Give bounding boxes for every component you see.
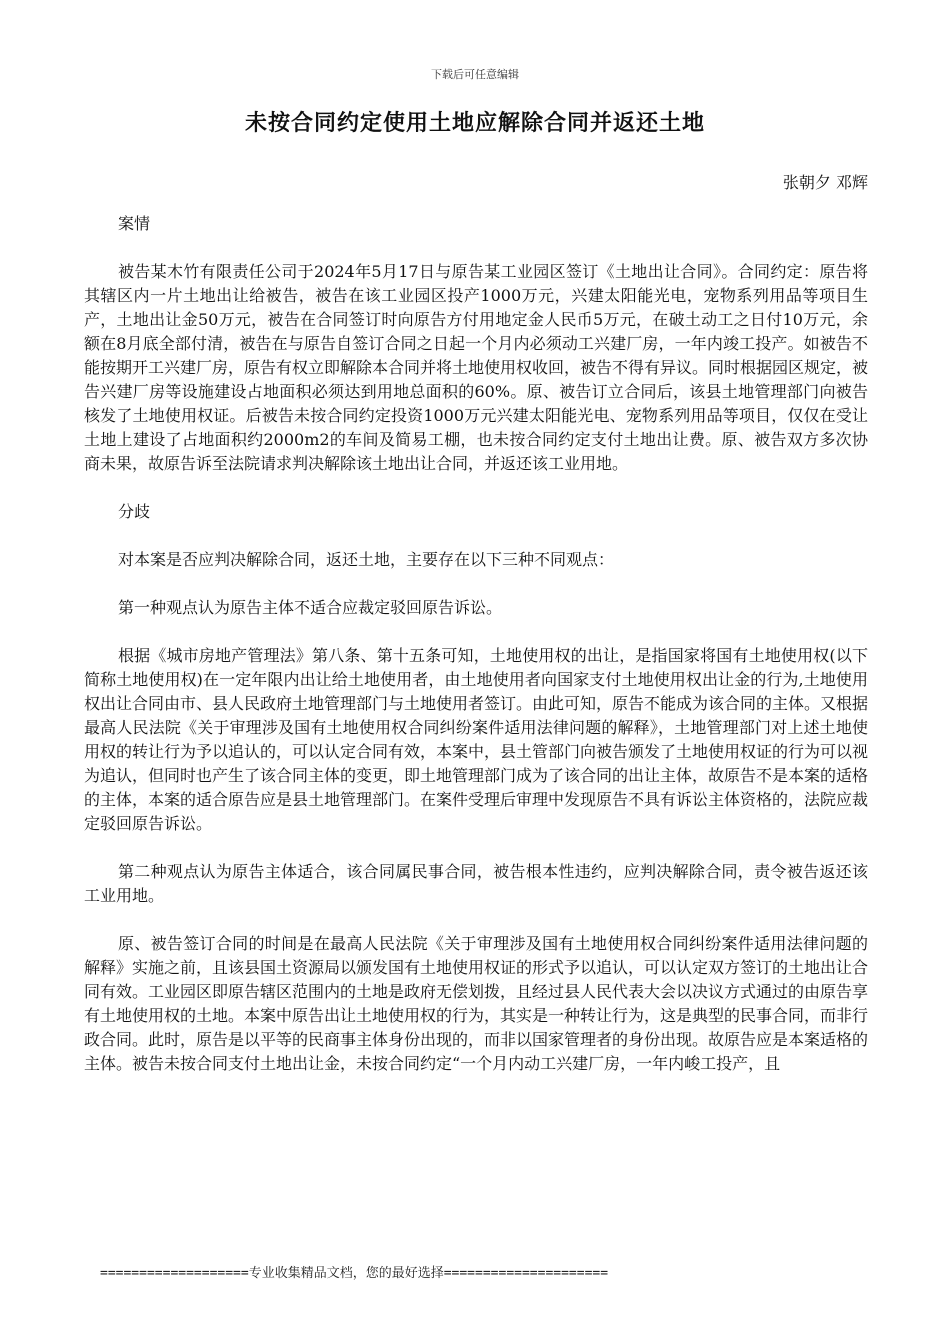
document-body — [84, 212, 868, 1100]
case-paragraph: 被告某木竹有限责任公司于2024年5月17日与原告某工业园区签订《土地出让合同》。合同约定：原告将其辖区内一片土地出让给被告，被告在该工业园区投产1000万元，兴建太阳能光电，宠物系列用品等项目生产，土地出让金50万元，被告在合同签订时向原告方付用地定金人民币5万元，在破土动工之日付10万元，余额在8月底全部付清，被告在与原告自签订合同之日起一个月内必须动工兴建厂房，一年内竣工投产。如被告不能按期开工兴建厂房，原告有权立即解除本合同并将土地使用权收回，被告不得有异议。同时根据园区规定，被告兴建厂房等设施建设占地面积必须达到用地总面积的60%。原、被告订立合同后，该县土地管理部门向被告核发了土地使用权证。后被告未按合同约定投资1000万元兴建太阳能光电、宠物系列用品等项目，仅仅在受让土地上建设了占地面积约2000m2的车间及简易工棚，也未按合同约定支付土地出让费。原、被告双方多次协商未果，故原告诉至法院请求判决解除该土地出让合同，并返还该工业用地。 — [84, 262, 869, 473]
view1-reason-paragraph: 根据《城市房地产管理法》第八条、第十五条可知，土地使用权的出让，是指国家将国有土地使用权(以下简称土地使用权)在一定年限内出让给土地使用者，由土地使用者向国家支付土地使用权出让金的行为,土地使用权出让合同由市、县人民政府土地管理部门与土地使用者签订。由此可知，原告不能成为该合同的主体。又根据最高人民法院《关于审理涉及国有土地使用权合同纠纷案件适用法律问题的解释》，土地管理部门对上述土地使用权的转让行为予以追认的，可以认定合同有效，本案中，县土管部门向被告颁发了土地使用权证的行为可以视为追认，但同时也产生了该合同主体的变更，即土地管理部门成为了该合同的出让主体，故原告不是本案的适格的主体，本案的适合原告应是县土地管理部门。在案件受理后审理中发现原告不具有诉讼主体资格的，法院应裁定驳回原告诉讼。 — [84, 646, 869, 833]
view2-reason-paragraph: 原、被告签订合同的时间是在最高人民法院《关于审理涉及国有土地使用权合同纠纷案件适用法律问题的解释》实施之前，且该县国土资源局以颁发国有土地使用权证的形式予以追认，可以认定双方签订的土地出让合同有效。工业园区即原告辖区范围内的土地是政府无偿划拨，且经过县人民代表大会以决议方式通过的由原告享有土地使用权的土地。本案中原告出让土地使用权的行为，其实是一种转让行为，这是典型的民事合同，而非行政合同。此时，原告是以平等的民商事主体身份出现的，而非以国家管理者的身份出现。故原告应是本案适格的主体。被告未按合同支付土地出让金，未按合同约定“一个月内动工兴建厂房，一年内峻工投产，且 — [84, 934, 869, 1073]
view2-paragraph: 第二种观点认为原告主体适合，该合同属民事合同，被告根本性违约，应判决解除合同，责令被告返还该工业用地。 — [84, 862, 868, 905]
document-title: 未按合同约定使用土地应解除合同并返还土地 — [244, 111, 705, 136]
authors: 张朝夕 邓辉 — [782, 173, 868, 192]
footer-banner: ===================专业收集精品文档，您的最好选择===================== — [100, 1266, 609, 1281]
view1-paragraph: 第一种观点认为原告主体不适合应裁定驳回原告诉讼。 — [118, 598, 503, 617]
dispute-heading: 分歧 — [118, 502, 151, 521]
case-heading: 案情 — [118, 214, 151, 233]
dispute-intro-paragraph: 对本案是否应判决解除合同，返还土地，主要存在以下三种不同观点： — [118, 550, 615, 569]
header-note: 下载后可任意编辑 — [431, 68, 519, 81]
